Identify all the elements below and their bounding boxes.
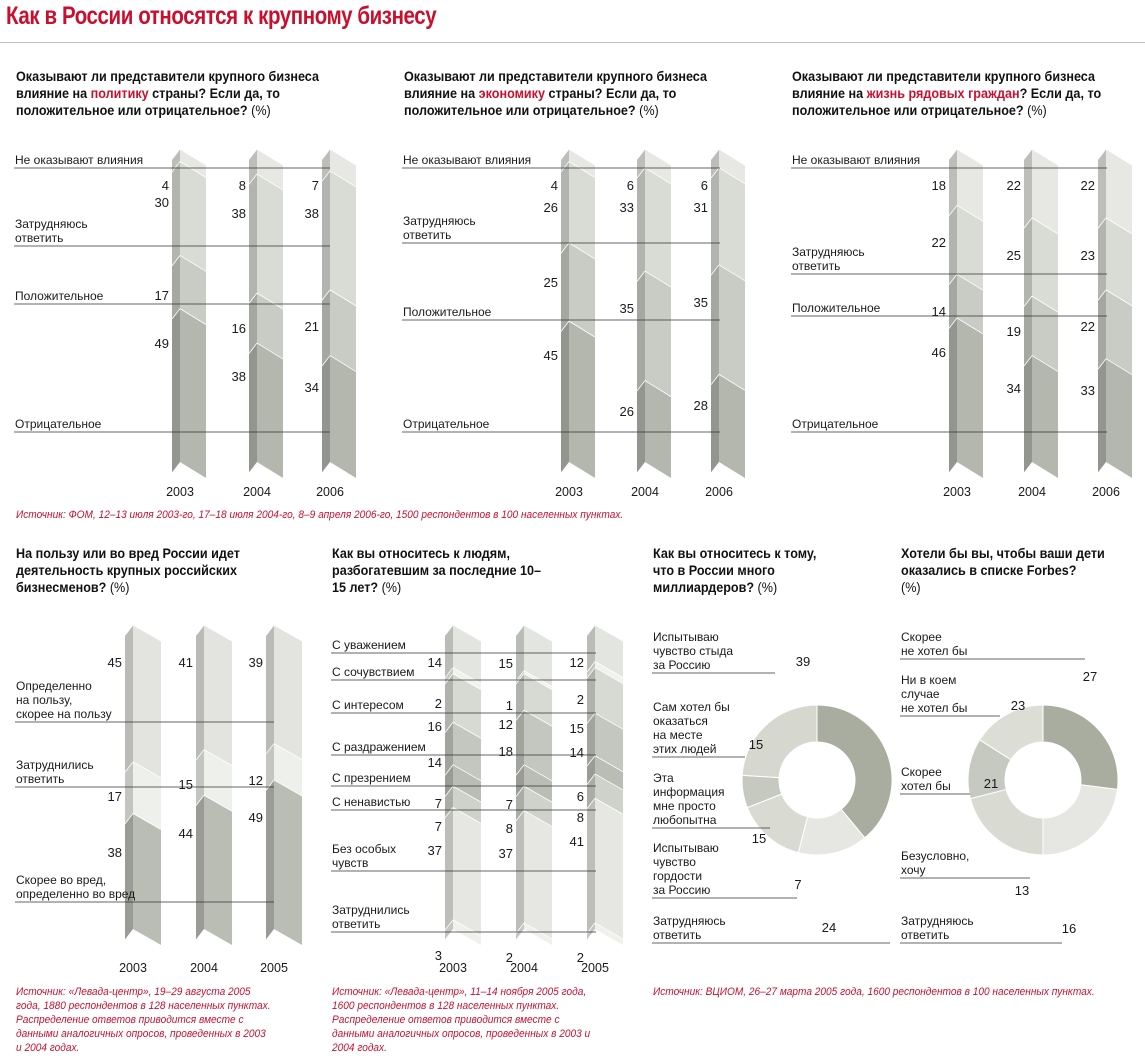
value-2006-не-оказывают-влияния: 22 [1080, 178, 1095, 193]
value-2003-с-сочувствием: 2 [434, 696, 442, 711]
slice-label-испытываю-чувство-стыда-за-россию-2: за Россию [653, 658, 711, 672]
value-2006-отрицательное: 33 [1080, 383, 1095, 398]
value-2004-положительное: 35 [619, 301, 634, 316]
question-forbes-text: Хотели бы вы, чтобы ваши дети оказались в списке Forbes? [901, 545, 1105, 578]
bar-2004-отрицательное [1024, 356, 1058, 478]
value-2003-не-оказывают-влияния: 4 [550, 178, 558, 193]
category-label-определенно-на-пользу-скорее-на-пользу-1: на пользу, [16, 693, 73, 707]
slice-скорее-не-хотел-бы [1043, 705, 1118, 789]
value-2006-не-оказывают-влияния: 6 [700, 178, 708, 193]
slice-value-эта-информация-мне-просто-любопытна: 15 [751, 831, 767, 846]
category-label-с-презрением: С презрением [332, 771, 411, 785]
value-2005-с-раздражением: 14 [569, 745, 584, 760]
value-2005-без-особых-чувств: 41 [569, 834, 584, 849]
bar-2004-отрицательное [637, 381, 671, 478]
slice-label-испытываю-чувство-гордости-за-россию-3: за Россию [653, 883, 711, 897]
question-politics-unit: (%) [251, 102, 271, 118]
value-2003-затрудняюсь-ответить: 26 [543, 200, 558, 215]
value-2004-с-раздражением: 18 [498, 744, 513, 759]
bar-2003-скорее-во-вред-определенно-во-вред [125, 813, 161, 945]
question-benefit-text: На пользу или во вред России идет деятельность крупных российских бизнесменов? [16, 545, 240, 595]
category-label-затрудняюсь-ответить: Затрудняюсь [792, 245, 865, 259]
category-label-с-раздражением: С раздражением [332, 740, 426, 754]
value-2004-с-интересом: 12 [498, 717, 513, 732]
category-label-не-оказывают-влияния: Не оказывают влияния [403, 153, 532, 167]
bar-2006-затрудняюсь-ответить [1098, 218, 1132, 306]
bar-2006-отрицательное [322, 356, 356, 478]
value-2004-не-оказывают-влияния: 22 [1006, 178, 1021, 193]
bar-2003-затрудняюсь-ответить [172, 162, 206, 272]
bar-2004-затрудняюсь-ответить [1024, 218, 1058, 312]
slice-label-испытываю-чувство-гордости-за-россию: Испытываю [653, 841, 719, 855]
value-2003-не-оказывают-влияния: 18 [931, 178, 946, 193]
value-2003-определенно-на-пользу-скорее-на-пользу: 45 [107, 655, 122, 670]
value-2006-отрицательное: 34 [304, 380, 319, 395]
category-label-с-интересом: С интересом [332, 698, 404, 712]
year-label-2003: 2003 [166, 485, 194, 499]
slice-value-ни-в-коем-случае-не-хотел-бы: 23 [1010, 698, 1026, 713]
value-2003-затруднились-ответить: 17 [107, 789, 122, 804]
category-label-отрицательное: Отрицательное [403, 417, 490, 431]
slice-label-испытываю-чувство-гордости-за-россию-1: чувство [653, 855, 696, 869]
category-label-с-ненавистью: С ненавистью [332, 795, 411, 809]
bar-2003-отрицательное [561, 321, 595, 478]
source-levada-2: Источник: «Левада-центр», 11–14 ноября 2005 года, 1600 респондентов в 128 населенных пунктах. Распределение ответов приводится вместе с данными аналогичных опросов, проведенных в 2003 и 2004 годах. [332, 986, 591, 1054]
slice-label-испытываю-чувство-стыда-за-россию: Испытываю [653, 630, 719, 644]
bar-2004-положительное [637, 271, 671, 397]
value-2003-отрицательное: 49 [154, 336, 169, 351]
slice-label-ни-в-коем-случае-не-хотел-бы-2: не хотел бы [901, 701, 968, 715]
bar-2004-определенно-на-пользу-скорее-на-пользу [196, 625, 232, 766]
slice-label-сам-хотел-бы-оказаться-на-месте-этих-людей: Сам хотел бы [653, 700, 730, 714]
value-2004-отрицательное: 34 [1006, 381, 1021, 396]
slice-label-сам-хотел-бы-оказаться-на-месте-этих-людей-2: на месте [653, 728, 703, 742]
slice-скорее-хотел-бы [970, 789, 1043, 855]
question-citizens-suffix: ? Если да, то положительное или отрицательное? [792, 85, 1102, 118]
question-billionaires-text: Как вы относитесь к тому, что в России много миллиардеров? [653, 545, 817, 595]
value-2006-положительное: 22 [1080, 319, 1095, 334]
value-2006-затрудняюсь-ответить: 23 [1080, 248, 1095, 263]
category-label-не-оказывают-влияния: Не оказывают влияния [792, 153, 921, 167]
question-benefit-unit: (%) [109, 579, 130, 595]
slice-label-эта-информация-мне-просто-любопытна-1: информация [653, 785, 725, 799]
category-label-без-особых-чувств-1: чувств [332, 856, 369, 870]
value-2003-затрудняюсь-ответить: 22 [931, 235, 946, 250]
value-2003-не-оказывают-влияния: 4 [161, 178, 169, 193]
bar-2003-отрицательное [172, 309, 206, 478]
chart-billionaires [652, 630, 892, 943]
slice-label-эта-информация-мне-просто-любопытна: Эта [653, 771, 674, 785]
value-2004-с-сочувствием: 1 [505, 698, 513, 713]
question-economy-unit: (%) [639, 102, 659, 118]
value-2004-скорее-во-вред-определенно-во-вред: 44 [178, 826, 193, 841]
chart-benefit [15, 625, 302, 975]
value-2005-с-сочувствием: 2 [576, 692, 584, 707]
value-2004-с-ненавистью: 8 [505, 821, 513, 836]
category-label-положительное: Положительное [792, 301, 881, 315]
slice-value-затрудняюсь-ответить: 24 [821, 920, 837, 935]
slice-ни-в-коем-случае-не-хотел-бы [1043, 785, 1117, 855]
slice-label-затрудняюсь-ответить: Затрудняюсь [653, 914, 726, 928]
slice-label-ни-в-коем-случае-не-хотел-бы: Ни в коем [901, 673, 957, 687]
value-2005-скорее-во-вред-определенно-во-вред: 49 [248, 810, 263, 825]
value-2004-положительное: 16 [231, 321, 246, 336]
value-2004-затрудняюсь-ответить: 25 [1006, 248, 1021, 263]
value-2004-положительное: 19 [1006, 324, 1021, 339]
slice-value-испытываю-чувство-стыда-за-россию: 39 [795, 654, 811, 669]
category-label-определенно-на-пользу-скорее-на-пользу-2: скорее на пользу [16, 707, 112, 721]
value-2005-с-уважением: 12 [569, 655, 584, 670]
category-label-затрудняюсь-ответить: Затрудняюсь [15, 217, 88, 231]
slice-label-затрудняюсь-ответить-1: ответить [653, 928, 702, 942]
value-2004-отрицательное: 26 [619, 404, 634, 419]
value-2003-с-ненавистью: 7 [434, 819, 442, 834]
slice-label-безусловно-хочу-1: хочу [901, 863, 926, 877]
bar-2006-затрудняюсь-ответить [711, 168, 745, 281]
slice-label-эта-информация-мне-просто-любопытна-3: любопытна [653, 813, 717, 827]
value-2003-без-особых-чувств: 37 [427, 843, 442, 858]
question-rich-people-text: Как вы относитесь к людям, разбогатевшим за последние 10–15 лет? [332, 545, 542, 595]
slice-label-сам-хотел-бы-оказаться-на-месте-этих-людей-1: оказаться [653, 714, 708, 728]
value-2004-определенно-на-пользу-скорее-на-пользу: 41 [178, 655, 193, 670]
chart-economy [402, 149, 745, 499]
value-2004-с-презрением: 7 [505, 797, 513, 812]
category-label-с-сочувствием: С сочувствием [332, 665, 415, 679]
slice-value-скорее-не-хотел-бы: 27 [1082, 669, 1098, 684]
value-2004-не-оказывают-влияния: 6 [626, 178, 634, 193]
bar-2005-без-особых-чувств [587, 798, 623, 939]
slice-label-скорее-хотел-бы: Скорее [901, 765, 942, 779]
category-label-положительное: Положительное [15, 289, 104, 303]
value-2006-затрудняюсь-ответить: 31 [693, 200, 708, 215]
slice-label-затрудняюсь-ответить: Затрудняюсь [901, 914, 974, 928]
question-citizens-prefix: Оказывают ли представители крупного бизнеса влияние на [792, 68, 1095, 101]
year-label-2003: 2003 [439, 961, 467, 975]
value-2006-положительное: 35 [693, 295, 708, 310]
value-2005-затруднились-ответить: 12 [248, 773, 263, 788]
category-label-с-уважением: С уважением [332, 638, 406, 652]
question-politics-prefix: Оказывают ли представители крупного бизнеса влияние на [16, 68, 319, 101]
value-2006-положительное: 21 [304, 319, 319, 334]
year-label-2004: 2004 [1018, 485, 1046, 499]
source-levada-1: Источник: «Левада-центр», 19–29 августа 2005 года, 1880 респондентов в 128 населенных пунктах. Распределение ответов приводится вместе с данными аналогичных опросов, проведенных в 2003 и 2004 годах. [16, 986, 271, 1054]
value-2006-отрицательное: 28 [693, 398, 708, 413]
year-label-2006: 2006 [1092, 485, 1120, 499]
slice-value-испытываю-чувство-гордости-за-россию: 7 [794, 877, 802, 892]
slice-value-безусловно-хочу: 13 [1014, 883, 1030, 898]
chart-citizens [791, 149, 1132, 499]
value-2004-без-особых-чувств: 37 [498, 846, 513, 861]
bar-2005-скорее-во-вред-определенно-во-вред [266, 780, 302, 945]
value-2003-с-презрением: 7 [434, 796, 442, 811]
year-label-2006: 2006 [316, 485, 344, 499]
question-economy-highlight: экономику [478, 85, 545, 101]
value-2006-не-оказывают-влияния: 7 [311, 178, 319, 193]
bar-2003-без-особых-чувств [445, 807, 481, 935]
value-2004-отрицательное: 38 [231, 369, 246, 384]
bar-2004-без-особых-чувств [516, 810, 552, 938]
category-label-затрудняюсь-ответить: Затрудняюсь [403, 214, 476, 228]
value-2004-затрудняюсь-ответить: 38 [231, 206, 246, 221]
year-label-2004: 2004 [243, 485, 271, 499]
slice-label-скорее-не-хотел-бы-1: не хотел бы [901, 644, 968, 658]
value-2004-затруднились-ответить: 15 [178, 777, 193, 792]
category-label-затруднились-ответить-1: ответить [332, 917, 381, 931]
category-label-отрицательное: Отрицательное [792, 417, 879, 431]
slice-label-сам-хотел-бы-оказаться-на-месте-этих-людей-3: этих людей [653, 742, 717, 756]
category-label-без-особых-чувств: Без особых [332, 842, 397, 856]
category-label-затрудняюсь-ответить-1: ответить [403, 228, 452, 242]
year-label-2004: 2004 [190, 961, 218, 975]
slice-label-испытываю-чувство-гордости-за-россию-2: гордости [653, 869, 703, 883]
bar-2004-затрудняюсь-ответить [637, 168, 671, 287]
slice-label-испытываю-чувство-стыда-за-россию-1: чувство стыда [653, 644, 734, 658]
value-2003-с-раздражением: 14 [427, 755, 442, 770]
category-label-затруднились-ответить: Затруднились [16, 758, 94, 772]
question-billionaires-unit: (%) [757, 579, 778, 595]
bar-2004-затрудняюсь-ответить [249, 174, 283, 309]
bar-2003-положительное [561, 243, 595, 337]
value-2005-с-ненавистью: 8 [576, 810, 584, 825]
bar-2005-определенно-на-пользу-скорее-на-пользу [266, 625, 302, 760]
question-politics-highlight: политику [90, 85, 149, 101]
slice-value-скорее-хотел-бы: 21 [983, 776, 999, 791]
question-politics-suffix: страны? Если да, то положительное или отрицательное? [16, 85, 280, 118]
bar-2006-отрицательное [711, 374, 745, 478]
value-2005-определенно-на-пользу-скорее-на-пользу: 39 [248, 655, 263, 670]
question-economy-prefix: Оказывают ли представители крупного бизнеса влияние на [404, 68, 707, 101]
value-2003-скорее-во-вред-определенно-во-вред: 38 [107, 845, 122, 860]
source-vciom: Источник: ВЦИОМ, 26–27 марта 2005 года, 1600 респондентов в 100 населенных пунктах. [653, 986, 1095, 998]
value-2003-положительное: 17 [154, 288, 169, 303]
value-2003-затрудняюсь-ответить: 30 [154, 195, 169, 210]
value-2003-затруднились-ответить: 3 [434, 948, 442, 963]
value-2003-с-уважением: 14 [427, 655, 442, 670]
slice-label-затрудняюсь-ответить-1: ответить [901, 928, 950, 942]
category-label-не-оказывают-влияния: Не оказывают влияния [15, 153, 144, 167]
chart-rich-people [331, 625, 623, 975]
question-forbes-unit: (%) [901, 579, 921, 595]
year-label-2006: 2006 [705, 485, 733, 499]
value-2005-затруднились-ответить: 2 [576, 950, 584, 965]
value-2003-положительное: 25 [543, 275, 558, 290]
category-label-затруднились-ответить: Затруднились [332, 903, 410, 917]
slice-label-скорее-не-хотел-бы: Скорее [901, 630, 942, 644]
value-2005-с-презрением: 6 [576, 789, 584, 804]
value-2005-с-интересом: 15 [569, 721, 584, 736]
category-label-положительное: Положительное [403, 305, 492, 319]
slice-value-затрудняюсь-ответить: 16 [1061, 921, 1077, 936]
bar-2004-отрицательное [249, 343, 283, 478]
value-2004-с-уважением: 15 [498, 656, 513, 671]
year-label-2004: 2004 [510, 961, 538, 975]
value-2004-не-оказывают-влияния: 8 [238, 178, 246, 193]
slice-value-сам-хотел-бы-оказаться-на-месте-этих-людей: 15 [748, 737, 764, 752]
category-label-затрудняюсь-ответить-1: ответить [15, 231, 64, 245]
bar-2004-скорее-во-вред-определенно-во-вред [196, 795, 232, 945]
slice-label-эта-информация-мне-просто-любопытна-2: мне просто [653, 799, 716, 813]
bar-2003-затрудняюсь-ответить [561, 162, 595, 259]
year-label-2003: 2003 [119, 961, 147, 975]
question-citizens-unit: (%) [1027, 102, 1047, 118]
year-label-2003: 2003 [555, 485, 583, 499]
category-label-отрицательное: Отрицательное [15, 417, 102, 431]
year-label-2005: 2005 [260, 961, 288, 975]
page-title: Как в России относятся к крупному бизнесу [6, 2, 437, 30]
value-2004-затруднились-ответить: 2 [505, 950, 513, 965]
value-2003-отрицательное: 46 [931, 345, 946, 360]
bar-2003-определенно-на-пользу-скорее-на-пользу [125, 625, 161, 778]
year-label-2005: 2005 [581, 961, 609, 975]
value-2003-положительное: 14 [931, 304, 946, 319]
source-fom: Источник: ФОМ, 12–13 июля 2003-го, 17–18 июля 2004-го, 8–9 апреля 2006-го, 1500 респондентов в 100 населенных пунктах. [16, 509, 624, 521]
slice-label-безусловно-хочу: Безусловно, [901, 849, 970, 863]
question-rich-people-unit: (%) [381, 579, 402, 595]
category-label-скорее-во-вред-определенно-во-вред-1: определенно во вред [16, 887, 136, 901]
year-label-2004: 2004 [631, 485, 659, 499]
slice-label-скорее-хотел-бы-1: хотел бы [901, 779, 951, 793]
category-label-скорее-во-вред-определенно-во-вред: Скорее во вред, [16, 873, 107, 887]
value-2003-с-интересом: 16 [427, 719, 442, 734]
bar-2006-отрицательное [1098, 359, 1132, 478]
value-2004-затрудняюсь-ответить: 33 [619, 200, 634, 215]
bar-2003-отрицательное [949, 318, 983, 478]
value-2003-отрицательное: 45 [543, 348, 558, 363]
category-label-определенно-на-пользу-скорее-на-пользу: Определенно [16, 679, 92, 693]
category-label-затруднились-ответить-1: ответить [16, 772, 65, 786]
year-label-2003: 2003 [943, 485, 971, 499]
slice-label-ни-в-коем-случае-не-хотел-бы-1: случае [901, 687, 940, 701]
bar-2006-затрудняюсь-ответить [322, 171, 356, 306]
question-economy-suffix: страны? Если да, то положительное или отрицательное? [404, 85, 677, 118]
category-label-затрудняюсь-ответить-1: ответить [792, 259, 841, 273]
value-2006-затрудняюсь-ответить: 38 [304, 206, 319, 221]
chart-forbes [900, 630, 1118, 943]
question-citizens-highlight: жизнь рядовых граждан [866, 85, 1020, 101]
chart-politics [14, 149, 356, 499]
bar-2006-положительное [711, 265, 745, 391]
